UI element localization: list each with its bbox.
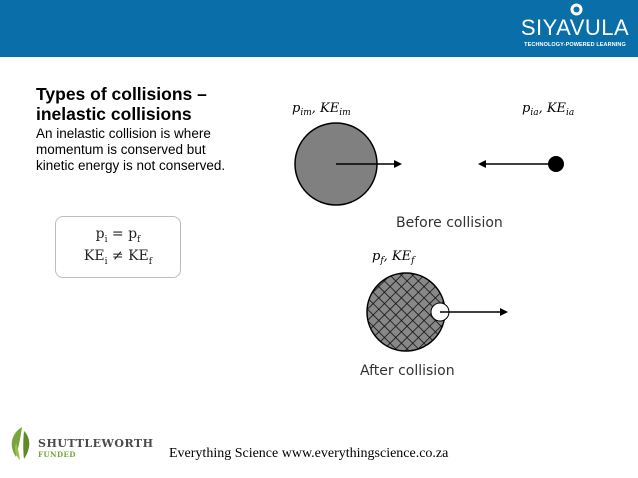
combined-arrowhead — [500, 308, 508, 316]
collision-diagram — [260, 88, 620, 388]
title-line-1: Types of collisions – — [36, 84, 207, 104]
desc-line-2: momentum is conserved but — [36, 142, 206, 157]
formula-box — [55, 216, 181, 278]
label-initial-at-rest: $p_{ia}$, $KE_{ia}$ — [522, 101, 575, 118]
shuttleworth-leaf-icon — [6, 423, 36, 463]
sponsor-funded: FUNDED — [38, 450, 76, 459]
brand-tagline: TECHNOLOGY-POWERED LEARNING — [524, 42, 626, 48]
brand-name: SIYAVULA — [520, 15, 630, 40]
label-initial-moving: $p_{im}$, $KE_{im}$ — [292, 101, 351, 118]
label-final: $p_f$, $KE_f$ — [372, 249, 415, 266]
siyavula-logo — [520, 2, 630, 54]
after-caption: After collision — [360, 363, 455, 379]
desc-line-1: An inelastic collision is where — [36, 126, 211, 141]
footer-site-text: Everything Science www.everythingscience.co.za — [169, 446, 449, 461]
momentum-equation: $p_i = p_f$ — [95, 226, 141, 245]
sponsor-name: SHUTTLEWORTH — [38, 437, 154, 450]
desc-line-3: kinetic energy is not conserved. — [36, 158, 226, 173]
large-ball-arrowhead — [394, 160, 402, 168]
slide-title — [36, 84, 256, 124]
title-line-2: inelastic collisions — [36, 104, 192, 124]
description — [36, 126, 256, 174]
small-ball-arrowhead — [478, 160, 486, 168]
energy-inequality: $KE_i \ne KE_f$ — [83, 248, 153, 267]
before-caption: Before collision — [396, 215, 503, 231]
header-bar — [0, 0, 638, 57]
